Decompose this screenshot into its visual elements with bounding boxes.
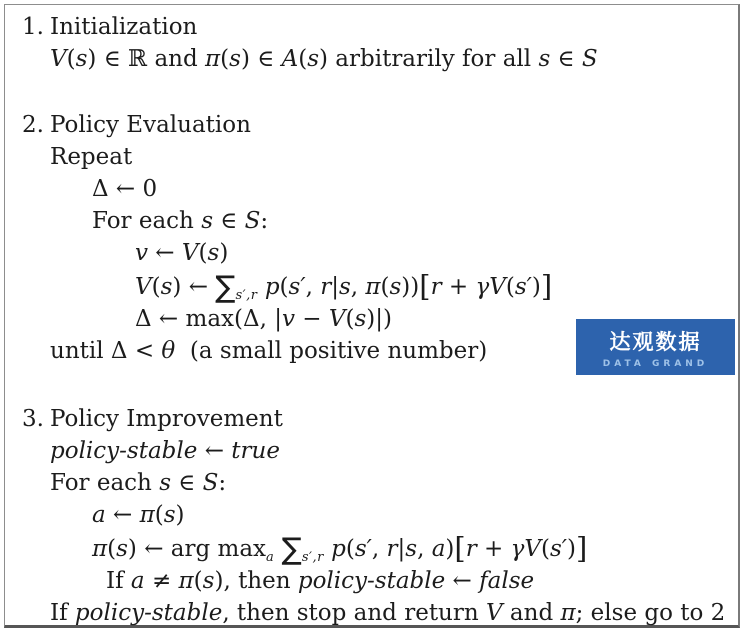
math-segment: π (92, 536, 108, 562)
math-segment: ) ← (172, 274, 216, 300)
math-segment: γV (475, 274, 506, 300)
math-segment: Δ ← max(Δ, | (135, 306, 282, 332)
math-segment: ] (575, 531, 588, 565)
math-segment: S (202, 470, 219, 496)
math-segment: V (135, 274, 152, 300)
math-segment: s (307, 46, 319, 72)
math-segment: ∑ (281, 532, 302, 567)
math-segment: ) (567, 536, 576, 562)
algorithm-line (92, 205, 738, 237)
math-segment: until Δ < (50, 338, 162, 364)
math-segment: π (178, 568, 194, 594)
math-segment: , then stop and return (222, 600, 486, 626)
math-segment: s (160, 274, 173, 300)
math-segment: s (207, 240, 220, 266)
math-segment: s (116, 536, 128, 562)
algorithm-line (50, 435, 738, 467)
math-segment: s (229, 46, 241, 72)
math-segment: If (50, 600, 75, 626)
math-segment: S (581, 46, 598, 72)
math-segment: ∈ (171, 470, 203, 496)
math-segment: + (441, 274, 476, 300)
math-segment: v (281, 306, 295, 332)
list-number: 3. (22, 406, 44, 432)
math-segment: s′,r (235, 288, 258, 303)
math-segment: ] (540, 269, 553, 303)
math-segment: Policy Improvement (50, 406, 283, 432)
math-segment: π (139, 502, 155, 528)
watermark-chinese-title: 达观数据 (609, 330, 702, 354)
math-segment: ( (107, 536, 117, 562)
math-segment: ≠ (144, 568, 179, 594)
math-segment: : (218, 470, 227, 496)
math-segment: ( (380, 274, 390, 300)
math-segment: ← (445, 568, 480, 594)
math-segment: [ (454, 531, 466, 565)
math-segment: ) (219, 240, 229, 266)
algorithm-line (50, 467, 738, 499)
math-segment: policy-stable (50, 438, 198, 464)
math-segment: s (338, 274, 351, 300)
math-segment: For each (50, 470, 160, 496)
math-segment: V (50, 46, 67, 72)
math-segment: V (181, 240, 199, 266)
math-segment: ∈ (213, 208, 245, 234)
math-segment: Initialization (50, 14, 198, 40)
math-segment: θ (161, 338, 176, 364)
math-segment: s (389, 274, 402, 300)
math-segment: s (405, 536, 418, 562)
math-segment: ; else go to 2 (575, 600, 726, 626)
math-segment: A (281, 46, 299, 72)
math-segment: S (244, 208, 261, 234)
math-segment: (a small positive number) (175, 338, 488, 364)
math-segment: )) (401, 274, 420, 300)
math-segment: ← (197, 438, 232, 464)
math-segment: + (476, 536, 511, 562)
algorithm-line (92, 531, 738, 565)
math-segment: π (365, 274, 381, 300)
math-segment: r (386, 536, 398, 562)
math-segment: s′ (354, 536, 372, 562)
algorithm-line (92, 173, 738, 205)
math-segment: ( (505, 274, 515, 300)
math-segment: , (350, 274, 366, 300)
math-segment: ← (148, 240, 182, 266)
math-segment: | (331, 274, 339, 300)
math-segment: Policy Evaluation (50, 112, 251, 138)
math-segment: ( (345, 306, 355, 332)
math-segment: policy-stable (297, 568, 446, 594)
math-segment: , (371, 536, 387, 562)
math-segment: r (320, 274, 332, 300)
math-segment: [ (419, 269, 431, 303)
math-segment: ( (279, 274, 289, 300)
algorithm-box (4, 4, 740, 628)
math-segment: , (417, 536, 432, 562)
math-segment: s (354, 306, 367, 332)
math-segment: s′ (549, 536, 567, 562)
algorithm-line (50, 597, 738, 629)
list-number: 2. (22, 112, 44, 138)
math-segment: ( (345, 536, 355, 562)
datagrand-watermark (576, 319, 735, 375)
math-segment: ) arbitrarily for all (319, 46, 539, 72)
math-segment: v (135, 240, 148, 266)
math-segment: ) (175, 502, 185, 528)
math-segment: s (202, 568, 215, 594)
math-segment: p (264, 274, 280, 300)
math-segment: false (479, 568, 535, 594)
math-segment: p (331, 536, 346, 562)
math-segment: Repeat (50, 144, 133, 170)
math-segment: ) ∈ (240, 46, 282, 72)
math-segment: a (92, 502, 106, 528)
math-segment: s′ (514, 274, 532, 300)
algorithm-line (135, 237, 738, 269)
math-segment: V (486, 600, 503, 626)
math-segment: ( (193, 568, 203, 594)
math-segment: ), then (214, 568, 298, 594)
math-segment: ( (154, 502, 164, 528)
algorithm-line (106, 565, 738, 597)
math-segment: ∑ (215, 270, 236, 305)
math-segment: π (560, 600, 576, 626)
math-segment: ) ∈ ℝ and (87, 46, 206, 72)
math-segment: ( (540, 536, 550, 562)
math-segment: ( (198, 240, 208, 266)
math-segment: s (163, 502, 176, 528)
algorithm-line (92, 499, 738, 531)
math-segment (258, 274, 265, 300)
math-segment: s (159, 470, 171, 496)
math-segment: γV (510, 536, 541, 562)
math-segment: ∈ (550, 46, 582, 72)
math-segment: ← (105, 502, 140, 528)
math-segment: − (294, 306, 329, 332)
math-segment: policy-stable (74, 600, 223, 626)
algorithm-line (22, 403, 738, 435)
math-segment: ) (445, 536, 455, 562)
algorithm-line (22, 11, 738, 43)
math-segment: ) (531, 274, 541, 300)
algorithm-line (22, 109, 738, 141)
math-segment: a (431, 536, 446, 562)
math-segment: s′,r (301, 550, 324, 565)
math-segment: s (538, 46, 551, 72)
math-segment: a (266, 550, 275, 565)
math-segment: If (106, 568, 131, 594)
math-segment: For each (92, 208, 202, 234)
math-segment: true (231, 438, 280, 464)
algorithm-line (50, 141, 738, 173)
math-segment: ) ← arg max (127, 536, 267, 562)
math-segment: ( (66, 46, 76, 72)
math-segment: π (205, 46, 221, 72)
math-segment: r (430, 274, 442, 300)
math-segment: and (502, 600, 561, 626)
math-segment: ( (220, 46, 230, 72)
math-segment: ( (151, 274, 161, 300)
math-segment: s′ (288, 274, 306, 300)
math-segment: V (328, 306, 346, 332)
list-number: 1. (22, 14, 44, 40)
math-segment: , (305, 274, 321, 300)
algorithm-line (50, 43, 738, 75)
algorithm-line (135, 269, 738, 303)
math-segment: )|) (366, 306, 392, 332)
math-segment: s (75, 46, 88, 72)
math-segment: s (201, 208, 213, 234)
math-segment: ( (298, 46, 308, 72)
math-segment: | (397, 536, 406, 562)
watermark-english-title: DATA GRAND (602, 359, 709, 369)
math-segment: Δ ← 0 (92, 176, 158, 202)
math-segment (274, 536, 281, 562)
math-segment: : (260, 208, 269, 234)
math-segment: r (465, 536, 477, 562)
math-segment: a (130, 568, 145, 594)
